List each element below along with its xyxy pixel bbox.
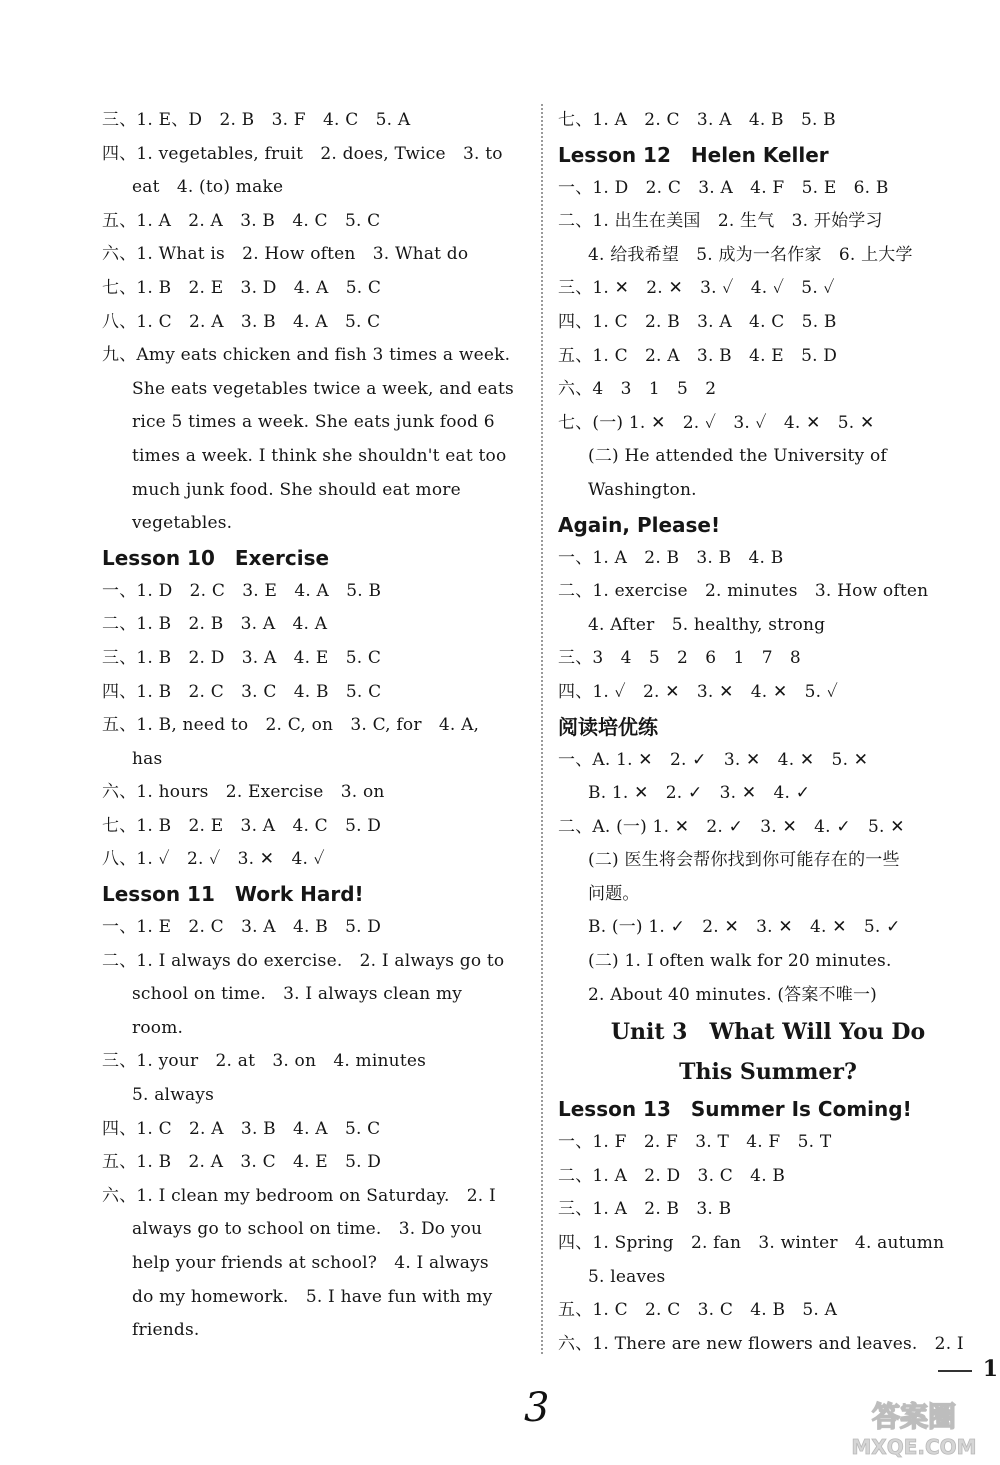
right-answer-line: 四、1. ✓ 2. ✕ 3. ✕ 4. ✕ 5. ✓ <box>558 681 838 702</box>
left-answer-line: 六、1. I clean my bedroom on Saturday. 2. I <box>102 1185 496 1206</box>
right-answer-line: (二) 医生将会帮你找到你可能存在的一些 <box>588 850 900 871</box>
left-section-heading: Lesson 10 Exercise <box>102 545 330 570</box>
right-answer-line: 五、1. C 2. C 3. C 4. B 5. A <box>558 1300 838 1321</box>
right-answer-line: 二、1. 出生在美国 2. 生气 3. 开始学习 <box>558 211 883 232</box>
right-answer-line: 四、1. Spring 2. fan 3. winter 4. autumn <box>558 1233 945 1254</box>
left-answer-line: do my homework. 5. I have fun with my <box>132 1286 493 1307</box>
left-answer-line: 五、1. A 2. A 3. B 4. C 5. C <box>102 210 381 231</box>
column-divider <box>541 104 543 1354</box>
left-answer-line: 5. always <box>132 1085 215 1106</box>
left-answer-line: 一、1. D 2. C 3. E 4. A 5. B <box>102 580 382 601</box>
left-answer-line: 六、1. hours 2. Exercise 3. on <box>102 782 385 803</box>
left-answer-line: 一、1. E 2. C 3. A 4. B 5. D <box>102 917 382 938</box>
right-answer-line: 二、1. A 2. D 3. C 4. B <box>558 1165 786 1186</box>
left-answer-line: 五、1. B, need to 2. C, on 3. C, for 4. A, <box>102 715 480 736</box>
right-answer-line: 五、1. C 2. A 3. B 4. E 5. D <box>558 345 838 366</box>
right-column <box>558 104 978 1361</box>
right-answer-line: 二、1. exercise 2. minutes 3. How often <box>558 581 929 602</box>
right-answer-line: 4. 给我希望 5. 成为一名作家 6. 上大学 <box>588 244 913 265</box>
right-answer-line: 六、4 3 1 5 2 <box>558 379 717 400</box>
left-answer-line: help your friends at school? 4. I always <box>132 1253 489 1273</box>
left-answer-line: 八、1. C 2. A 3. B 4. A 5. C <box>102 311 381 332</box>
page-number-dash <box>938 1370 972 1372</box>
right-answer-line: (二) 1. I often walk for 20 minutes. <box>588 951 892 972</box>
left-section-heading: Lesson 11 Work Hard! <box>102 882 364 907</box>
right-answer-line: B. 1. ✕ 2. ✓ 3. ✕ 4. ✓ <box>588 783 811 804</box>
left-answer-line: eat 4. (to) make <box>132 177 284 198</box>
right-section-heading: Again, Please! <box>558 512 721 537</box>
right-answer-line: 2. About 40 minutes. (答案不唯一) <box>588 984 877 1005</box>
left-answer-line: 六、1. What is 2. How often 3. What do <box>102 244 469 265</box>
page-number: 1 <box>982 1356 998 1382</box>
left-answer-line: times a week. I think she shouldn't eat too <box>132 445 507 466</box>
watermark-top-text: 答案圈 <box>871 1400 957 1433</box>
right-answer-line: Washington. <box>588 479 697 500</box>
right-answer-line: 三、1. ✕ 2. ✕ 3. ✓ 4. ✓ 5. ✓ <box>558 278 835 299</box>
left-answer-line: much junk food. She should eat more <box>132 479 461 500</box>
left-answer-line: 三、1. E、D 2. B 3. F 4. C 5. A <box>102 110 411 130</box>
right-answer-line: 5. leaves <box>588 1266 666 1287</box>
right-section-heading: 阅读培优练 <box>558 714 658 739</box>
left-answer-line: 七、1. B 2. E 3. A 4. C 5. D <box>102 815 382 836</box>
right-answer-line: 一、A. 1. ✕ 2. ✓ 3. ✕ 4. ✕ 5. ✕ <box>558 749 869 770</box>
left-answer-line: 七、1. B 2. E 3. D 4. A 5. C <box>102 277 382 298</box>
right-answer-line: 七、(一) 1. ✕ 2. ✓ 3. ✓ 4. ✕ 5. ✕ <box>558 412 875 433</box>
left-answer-line: room. <box>132 1017 184 1038</box>
left-answer-line: 八、1. ✓ 2. ✓ 3. ✕ 4. ✓ <box>102 849 325 870</box>
right-answer-line: 一、1. D 2. C 3. A 4. F 5. E 6. B <box>558 177 889 198</box>
left-answer-line: 五、1. B 2. A 3. C 4. E 5. D <box>102 1152 382 1173</box>
right-section-heading: Lesson 13 Summer Is Coming! <box>558 1097 912 1122</box>
left-column <box>102 104 520 1348</box>
left-answer-line: 二、1. B 2. B 3. A 4. A <box>102 614 328 635</box>
right-answer-line: 一、1. F 2. F 3. T 4. F 5. T <box>558 1132 832 1153</box>
left-answer-line: friends. <box>132 1320 200 1341</box>
right-unit-title: This Summer? <box>679 1059 857 1086</box>
left-answer-line: rice 5 times a week. She eats junk food 6 <box>132 412 495 433</box>
left-answer-line: 四、1. vegetables, fruit 2. does, Twice 3. to <box>102 143 503 164</box>
right-answer-line: 问题。 <box>588 883 640 904</box>
left-answer-line: always go to school on time. 3. Do you <box>132 1219 483 1240</box>
right-answer-line: 二、A. (一) 1. ✕ 2. ✓ 3. ✕ 4. ✓ 5. ✕ <box>558 816 905 837</box>
right-answer-line: 六、1. There are new flowers and leaves. 2. I <box>558 1333 964 1354</box>
left-answer-line: She eats vegetables twice a week, and eats <box>132 378 514 399</box>
right-answer-line: 三、3 4 5 2 6 1 7 8 <box>558 648 801 669</box>
handwritten-mark: 3 <box>524 1385 550 1431</box>
right-answer-line: 4. After 5. healthy, strong <box>588 614 826 635</box>
watermark-logo <box>834 1396 994 1460</box>
left-answer-line: 四、1. B 2. C 3. C 4. B 5. C <box>102 681 382 702</box>
watermark-bottom-text: MXQE.COM <box>851 1435 977 1459</box>
left-answer-line: 二、1. I always do exercise. 2. I always go to <box>102 950 505 971</box>
right-section-heading: Lesson 12 Helen Keller <box>558 142 829 167</box>
right-unit-title: Unit 3 What Will You Do <box>610 1019 926 1046</box>
left-answer-line: 三、1. your 2. at 3. on 4. minutes <box>102 1051 427 1072</box>
left-answer-line: 四、1. C 2. A 3. B 4. A 5. C <box>102 1118 381 1139</box>
right-answer-line: B. (一) 1. ✓ 2. ✕ 3. ✕ 4. ✕ 5. ✓ <box>588 917 901 938</box>
left-answer-line: school on time. 3. I always clean my <box>132 984 463 1005</box>
left-answer-line: vegetables. <box>132 513 233 534</box>
right-answer-line: 七、1. A 2. C 3. A 4. B 5. B <box>558 110 836 130</box>
right-answer-line: (二) He attended the University of <box>588 446 887 467</box>
right-answer-line: 三、1. A 2. B 3. B <box>558 1199 732 1220</box>
right-answer-line: 一、1. A 2. B 3. B 4. B <box>558 547 784 568</box>
left-answer-line: has <box>132 748 163 769</box>
left-answer-line: 九、Amy eats chicken and fish 3 times a week. <box>102 345 511 366</box>
right-answer-line: 四、1. C 2. B 3. A 4. C 5. B <box>558 311 837 332</box>
left-answer-line: 三、1. B 2. D 3. A 4. E 5. C <box>102 647 382 668</box>
